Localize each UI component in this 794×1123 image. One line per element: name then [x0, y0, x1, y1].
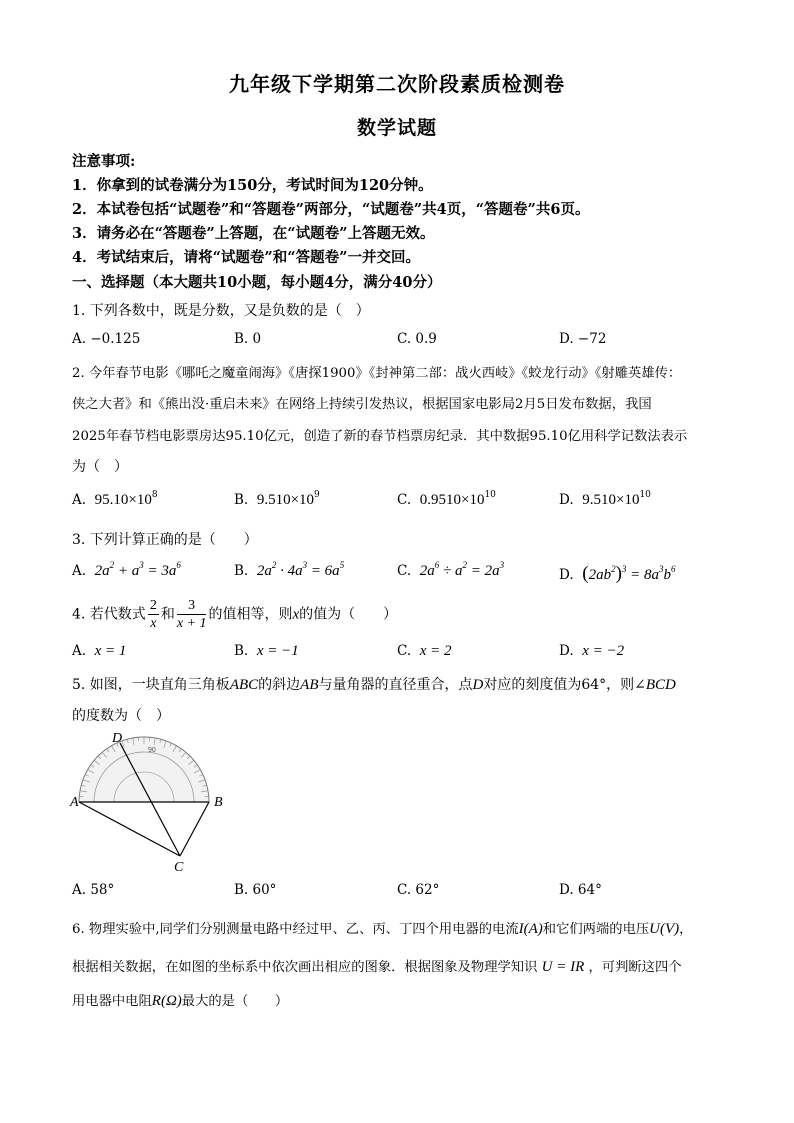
q4-option-c: C. x = 2 — [397, 643, 452, 659]
fraction-2-over-x: $\frac{2}{x}$ — [149, 598, 157, 631]
point-b-label: B — [214, 795, 223, 810]
question-5-line-2: 的度数为（ ） — [72, 708, 170, 724]
question-1-stem: 1. 下列各数中，既是分数，又是负数的是（ ） — [72, 303, 370, 319]
question-2-line-3: 2025年春节档电影票房达95.10亿元，创造了新的春节档票房纪录．其中数据95.10亿用科学记数法表示 — [72, 429, 688, 444]
q2-option-d: D. $9.510\times 10^{10}$ — [559, 490, 651, 508]
q4-option-d: D. x = −2 — [559, 643, 625, 659]
q4-option-a: A. x = 1 — [72, 643, 127, 659]
question-4-stem: 4. 若代数式 $\frac{2}{x}$ 和 $\frac{3}{x + 1}$ 的值相等，则x的值为（ ） — [72, 598, 398, 631]
question-3-stem: 3. 下列计算正确的是（ ） — [72, 532, 258, 548]
q2-option-b: B. $9.510\times 10^9$ — [234, 490, 320, 508]
protractor — [79, 737, 209, 802]
notice-item-1: 1．你拿到的试卷满分为150分，考试时间为120分钟。 — [72, 177, 433, 194]
q5-option-a: A. 58° — [72, 882, 115, 898]
q2-option-c: C. $0.9510\times 10^{10}$ — [397, 490, 496, 508]
q4-option-b: B. x = −1 — [234, 643, 299, 659]
protractor-scale-label: 90 — [148, 747, 156, 754]
notice-item-4: 4．考试结束后，请将“试题卷”和“答题卷”一并交回。 — [72, 249, 420, 266]
question-6-line-1: 6. 物理实验中,同学们分别测量电路中经过甲、乙、丙、丁四个用电器的电流I(A)和它们两端的电压U(V)， — [72, 921, 693, 937]
point-d-label: D — [112, 731, 123, 746]
q2-option-a: A. $95.10\times 10^8$ — [72, 490, 158, 508]
q1-option-a: A. −0.125 — [72, 331, 141, 347]
question-2-line-1: 2. 今年春节电影《哪吒之魔童闹海》《唐探1900》《封神第二部：战火西岐》《蛟龙行动》《射雕英雄传： — [72, 366, 682, 381]
q5-option-b: B. 60° — [234, 882, 277, 898]
q3-option-d: D. $(2ab^2)^3 = 8a^3b^6$ — [559, 563, 676, 584]
question-2-line-2: 侠之大者》和《熊出没·重启未来》在网络上持续引发热议，根据国家电影局2月5日发布数据，我国 — [72, 397, 652, 412]
notice-item-2: 2．本试卷包括“试题卷”和“答题卷”两部分，“试题卷”共4页，“答题卷”共6页。 — [72, 201, 590, 218]
q3-option-b: B. $2a^2 \cdot 4a^3 = 6a^5$ — [234, 560, 345, 579]
q5-option-d: D. 64° — [559, 882, 602, 898]
question-6-line-2: 根据相关数据，在如图的坐标系中依次画出相应的图象．根据图象及物理学知识 U = IR ，可判断这四个 — [72, 959, 682, 975]
section-heading: 一、选择题（本大题共10小题，每小题4分，满分40分） — [72, 274, 442, 291]
question-5-line-1: 5. 如图，一块直角三角板ABC的斜边AB与量角器的直径重合，点D对应的刻度值为64°，则∠BCD — [72, 677, 676, 693]
q3-option-a: A. $2a^2 + a^3 = 3a^6$ — [72, 560, 181, 579]
q1-option-d: D. −72 — [559, 331, 607, 347]
q5-option-c: C. 62° — [397, 882, 440, 898]
notice-heading: 注意事项: — [72, 153, 136, 170]
protractor-triangle-figure — [66, 728, 226, 874]
page-subtitle: 数学试题 — [356, 117, 437, 139]
fraction-3-over-x-plus-1: $\frac{3}{x + 1}$ — [176, 598, 207, 631]
question-6-line-3: 用电器中电阻R(Ω)最大的是（ ） — [72, 993, 289, 1009]
q1-option-c: C. 0.9 — [397, 331, 437, 347]
q1-option-b: B. 0 — [234, 331, 262, 347]
point-c-label: C — [174, 860, 184, 874]
notice-item-3: 3．请务必在“答题卷”上答题，在“试题卷”上答题无效。 — [72, 225, 435, 242]
q3-option-c: C. $2a^6 \div a^2 = 2a^3$ — [397, 560, 505, 579]
point-a-label: A — [70, 795, 79, 810]
question-2-line-4: 为（ ） — [72, 459, 128, 475]
page-title: 九年级下学期第二次阶段素质检测卷 — [229, 72, 565, 96]
